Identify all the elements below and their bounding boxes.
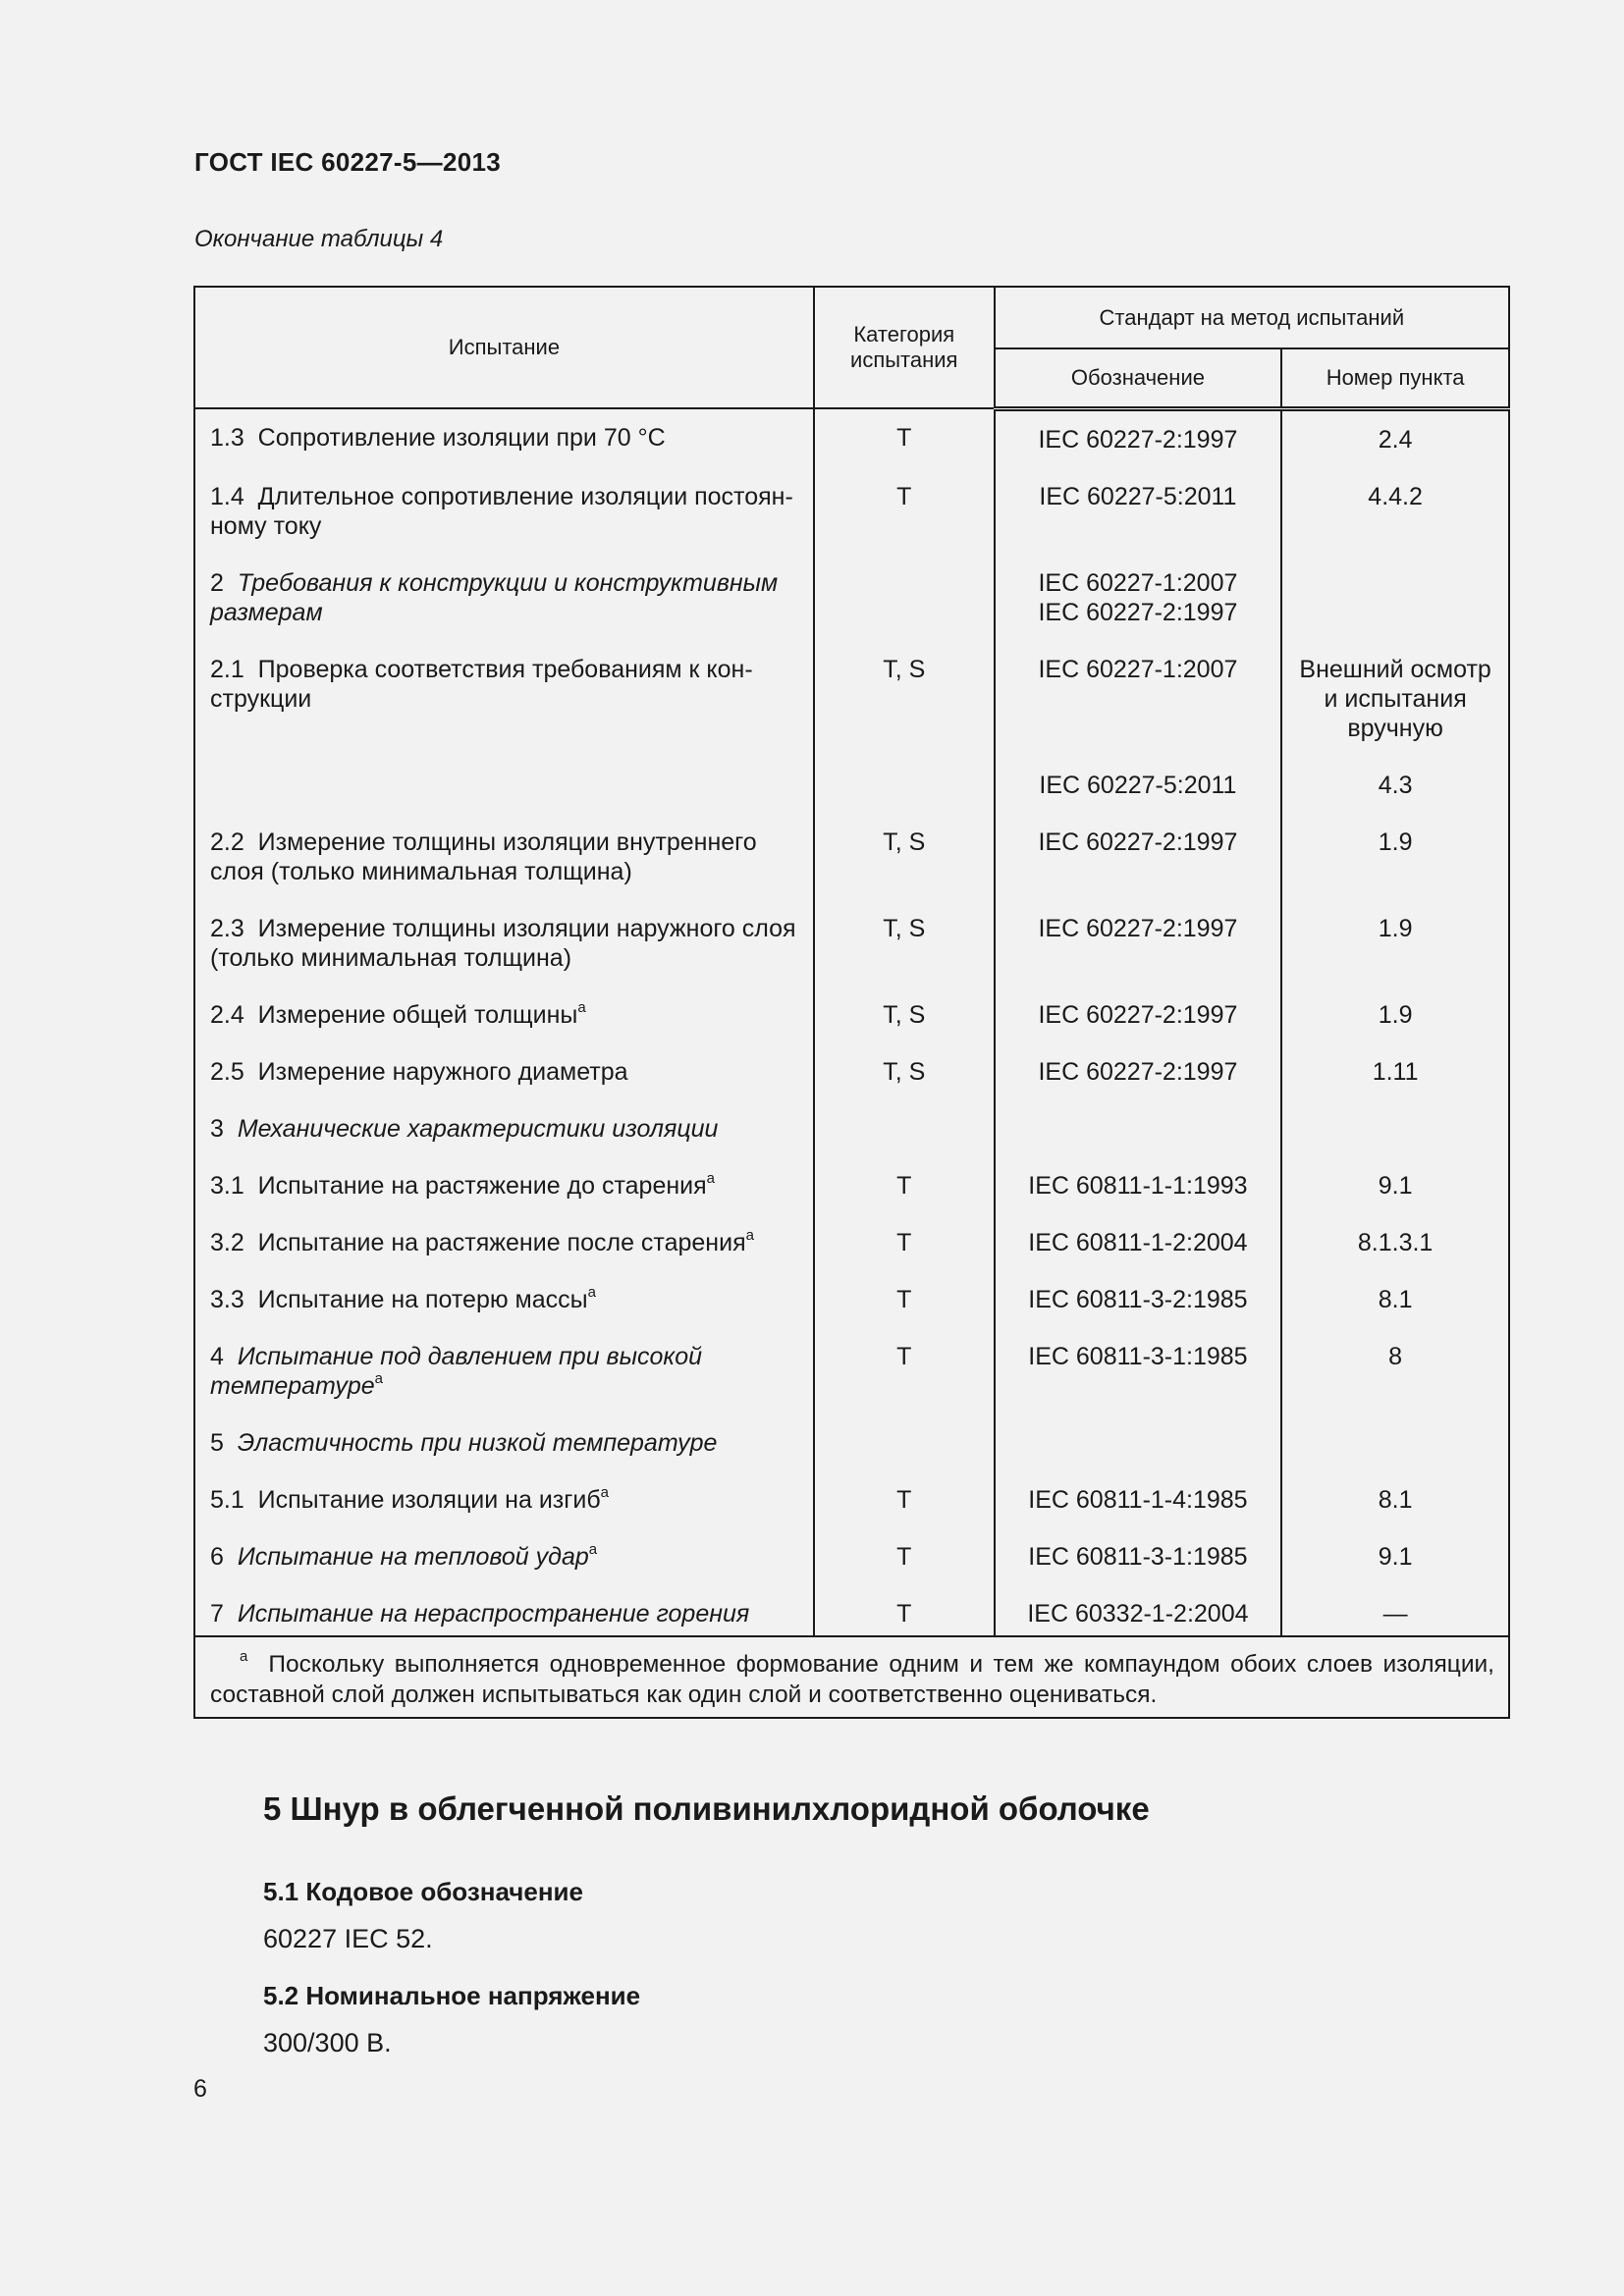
cell-clause	[1281, 1114, 1509, 1171]
test-table	[193, 286, 1510, 1719]
footnote-ref: a	[706, 1169, 716, 1187]
cell-clause: 4.4.2	[1281, 482, 1509, 568]
footnote-text: Поскольку выполняется одновременное формование одним и тем же компаундом обоих слоев изоляции, составной слой должен испытываться как один слой и соответственно оцениваться.	[210, 1650, 1494, 1708]
subsection-voltage-title: 5.2 Номинальное напряжение	[263, 1981, 641, 2010]
cell-clause: 8.1	[1281, 1285, 1509, 1342]
section-title: 5 Шнур в облегченной поливинилхлоридной оболочке	[263, 1790, 1150, 1827]
cell-clause: 9.1	[1281, 1542, 1509, 1599]
test-number: 3.2	[210, 1228, 244, 1256]
cell-clause: —	[1281, 1599, 1509, 1636]
footnote-mark: a	[240, 1647, 248, 1665]
cell-designation: IEC 60227-5:2011	[995, 771, 1282, 828]
cell-test	[194, 1000, 814, 1057]
cell-clause	[1281, 1428, 1509, 1485]
cell-category	[814, 771, 995, 828]
cell-category: Т	[814, 1599, 995, 1636]
table-row	[194, 828, 1509, 914]
cell-category: Т, S	[814, 655, 995, 771]
cell-category: Т	[814, 1542, 995, 1599]
subsection-code-title: 5.1 Кодовое обозначение	[263, 1877, 583, 1906]
cell-designation: IEC 60811-3-1:1985	[995, 1542, 1282, 1599]
cell-designation: IEC 60227-5:2011	[995, 482, 1282, 568]
cell-test	[194, 1342, 814, 1428]
cell-clause: 8.1.3.1	[1281, 1228, 1509, 1285]
cell-clause	[1281, 568, 1509, 655]
table-row	[194, 914, 1509, 1000]
table-row	[194, 1542, 1509, 1599]
test-number: 3	[210, 1114, 224, 1143]
cell-clause: 1.9	[1281, 1000, 1509, 1057]
cell-designation: IEC 60811-3-1:1985	[995, 1342, 1282, 1428]
cell-category: Т	[814, 1285, 995, 1342]
cell-test	[194, 1057, 814, 1114]
cell-designation-line: IEC 60227-2:1997	[1038, 598, 1238, 626]
table-row	[194, 1228, 1509, 1285]
cell-designation-line: IEC 60227-1:2007	[1038, 568, 1238, 597]
cell-category: Т	[814, 1342, 995, 1428]
table-row	[194, 1000, 1509, 1057]
test-number: 3.1	[210, 1171, 244, 1200]
cell-category: Т	[814, 1228, 995, 1285]
table-row	[194, 1057, 1509, 1114]
test-number: 1.3	[210, 424, 244, 452]
table-row	[194, 568, 1509, 655]
table-row	[194, 771, 1509, 828]
cell-designation	[995, 1428, 1282, 1485]
cell-designation: IEC 60811-1-2:2004	[995, 1228, 1282, 1285]
cell-test	[194, 1599, 814, 1636]
cell-clause: 1.9	[1281, 914, 1509, 1000]
test-number: 6	[210, 1542, 224, 1571]
footnote-ref: a	[745, 1226, 754, 1244]
subsection-voltage-value: 300/300 В.	[263, 2028, 392, 2057]
cell-test	[194, 1485, 814, 1542]
test-name: Испытание на растяжение после старения	[257, 1228, 746, 1256]
test-number: 2.5	[210, 1057, 244, 1086]
test-number: 2.2	[210, 828, 244, 856]
column-header-test: Испытание	[194, 287, 814, 408]
cell-designation: IEC 60227-2:1997	[995, 828, 1282, 914]
test-number: 5	[210, 1428, 224, 1457]
test-name: Измерение общей толщины	[257, 1000, 578, 1029]
cell-designation: IEC 60811-1-1:1993	[995, 1171, 1282, 1228]
cell-test	[194, 1285, 814, 1342]
document-code: ГОСТ IEC 60227-5—2013	[194, 147, 501, 177]
test-name: Требования к конструкции и конструктивным размерам	[210, 568, 779, 626]
test-number: 1.4	[210, 482, 244, 510]
cell-category	[814, 1428, 995, 1485]
table-row	[194, 482, 1509, 568]
table-row	[194, 408, 1509, 482]
test-name: Измерение толщины изоляции наружного слоя (только минимальная толщина)	[210, 914, 796, 972]
cell-category: Т, S	[814, 828, 995, 914]
cell-clause: 4.3	[1281, 771, 1509, 828]
footnote-ref: a	[600, 1483, 609, 1501]
cell-clause: 8.1	[1281, 1485, 1509, 1542]
column-header-designation: Обозначение	[995, 348, 1282, 408]
test-name: Механические характеристики изоляции	[237, 1114, 719, 1143]
cell-category: Т	[814, 1485, 995, 1542]
cell-test	[194, 771, 814, 828]
table-row	[194, 655, 1509, 771]
cell-test	[194, 1542, 814, 1599]
table-row	[194, 1485, 1509, 1542]
test-number: 4	[210, 1342, 224, 1370]
cell-designation: IEC 60811-3-2:1985	[995, 1285, 1282, 1342]
cell-clause: 9.1	[1281, 1171, 1509, 1228]
cell-clause: 1.9	[1281, 828, 1509, 914]
subsection-code-value: 60227 IEC 52.	[263, 1924, 433, 1953]
cell-test	[194, 1114, 814, 1171]
table-row	[194, 1285, 1509, 1342]
column-header-clause: Номер пункта	[1281, 348, 1509, 408]
cell-designation: IEC 60227-2:1997	[995, 1000, 1282, 1057]
test-name: Проверка соответствия требованиям к кон-струкции	[210, 655, 753, 713]
table-footnote	[194, 1636, 1509, 1718]
cell-designation: IEC 60332-1-2:2004	[995, 1599, 1282, 1636]
cell-test	[194, 828, 814, 914]
column-header-category: Категория испытания	[814, 287, 995, 408]
test-name: Эластичность при низкой температуре	[237, 1428, 718, 1457]
cell-test	[194, 655, 814, 771]
cell-clause: Внешний осмотр и испытания вручную	[1281, 655, 1509, 771]
cell-designation	[995, 1114, 1282, 1171]
test-name: Измерение наружного диаметра	[257, 1057, 628, 1086]
page-number: 6	[193, 2075, 207, 2103]
cell-category: Т, S	[814, 1057, 995, 1114]
test-number: 7	[210, 1599, 224, 1628]
cell-test	[194, 482, 814, 568]
test-name: Испытание на растяжение до старения	[257, 1171, 707, 1200]
test-number: 2	[210, 568, 224, 597]
test-name: Испытание на потерю массы	[257, 1285, 588, 1313]
cell-category: Т	[814, 408, 995, 482]
test-name: Длительное сопротивление изоляции постоян-ному току	[210, 482, 793, 540]
cell-designation: IEC 60227-2:1997	[995, 914, 1282, 1000]
test-name: Испытание изоляции на изгиб	[257, 1485, 601, 1514]
cell-designation: IEC 60227-1:2007	[995, 655, 1282, 771]
cell-designation: IEC 60227-2:1997	[995, 1057, 1282, 1114]
test-number: 2.3	[210, 914, 244, 942]
footnote-ref: a	[588, 1540, 598, 1558]
cell-designation: IEC 60811-1-4:1985	[995, 1485, 1282, 1542]
table-row	[194, 1599, 1509, 1636]
cell-clause: 2.4	[1281, 408, 1509, 482]
test-number: 2.1	[210, 655, 244, 683]
table-row	[194, 1342, 1509, 1428]
footnote-ref: a	[374, 1369, 383, 1387]
cell-designation: IEC 60227-2:1997	[995, 408, 1282, 482]
test-number: 5.1	[210, 1485, 244, 1514]
test-name: Испытание на тепловой удар	[237, 1542, 589, 1571]
cell-designation	[995, 568, 1282, 655]
test-number: 2.4	[210, 1000, 244, 1029]
test-number: 3.3	[210, 1285, 244, 1313]
cell-clause: 8	[1281, 1342, 1509, 1428]
cell-test	[194, 914, 814, 1000]
test-name: Испытание под давлением при высокой температуре	[210, 1342, 703, 1400]
footnote-ref: a	[577, 998, 586, 1016]
table-caption: Окончание таблицы 4	[194, 226, 444, 252]
table-row	[194, 1171, 1509, 1228]
cell-category: Т, S	[814, 1000, 995, 1057]
cell-test	[194, 408, 814, 482]
table-row	[194, 1428, 1509, 1485]
cell-test	[194, 568, 814, 655]
column-header-standard: Стандарт на метод испытаний	[995, 287, 1509, 348]
cell-category: Т, S	[814, 914, 995, 1000]
cell-clause: 1.11	[1281, 1057, 1509, 1114]
footnote-ref: a	[587, 1283, 596, 1301]
cell-test	[194, 1428, 814, 1485]
cell-category: Т	[814, 482, 995, 568]
test-name: Сопротивление изоляции при 70 °С	[257, 424, 666, 452]
test-name: Измерение толщины изоляции внутреннего слоя (только минимальная толщина)	[210, 828, 757, 885]
cell-test	[194, 1171, 814, 1228]
cell-category	[814, 568, 995, 655]
cell-category	[814, 1114, 995, 1171]
table-row	[194, 1114, 1509, 1171]
cell-test	[194, 1228, 814, 1285]
cell-category: Т	[814, 1171, 995, 1228]
test-name: Испытание на нераспространение горения	[237, 1599, 750, 1628]
